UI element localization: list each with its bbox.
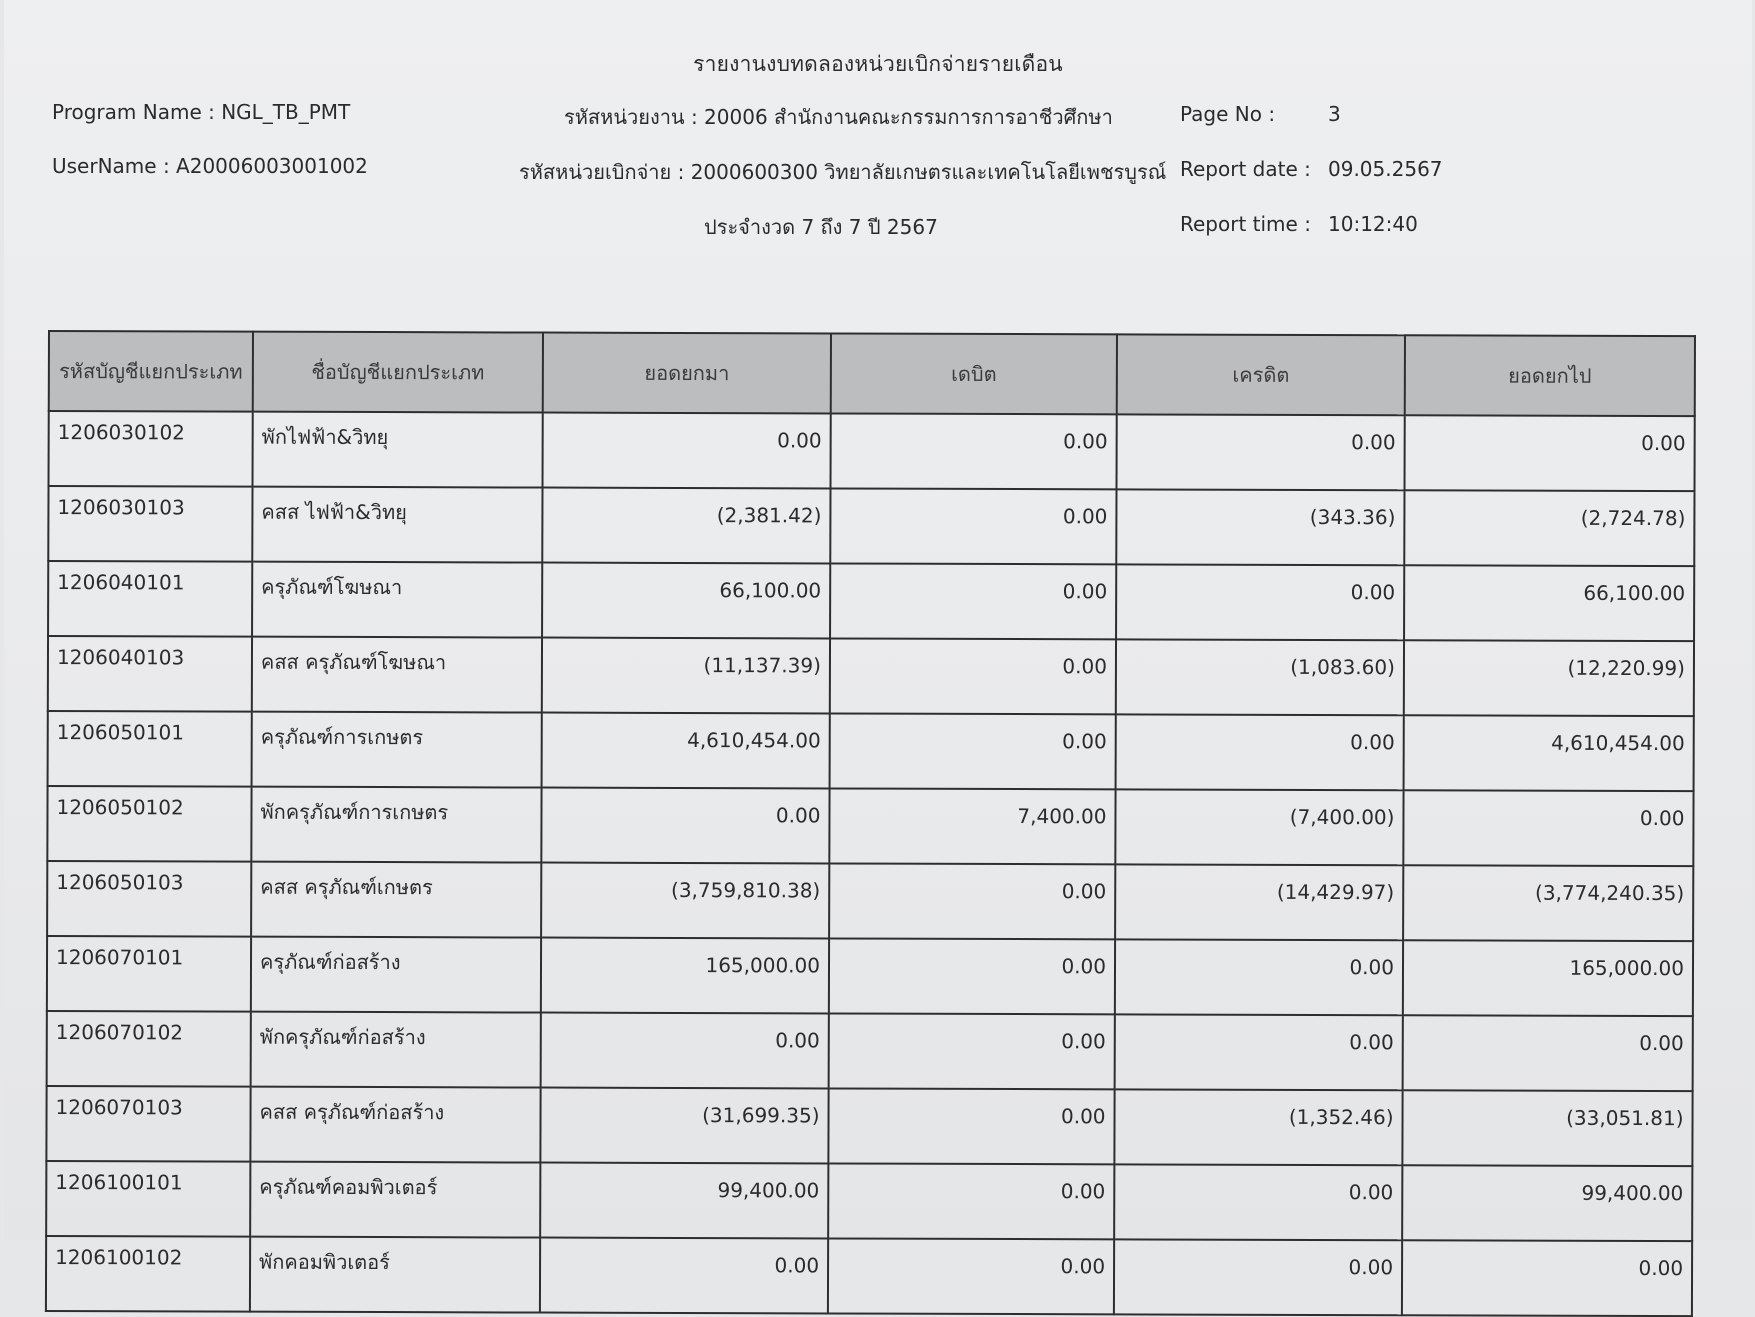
credit: (14,429.97): [1115, 864, 1403, 940]
table-row: [47, 861, 1693, 941]
debit: 0.00: [830, 638, 1116, 714]
trial-balance-table: [45, 330, 1696, 1317]
debit: 7,400.00: [829, 788, 1115, 864]
debit: 0.00: [830, 713, 1116, 789]
report-date-label: Report date :: [1180, 157, 1311, 181]
credit: (1,352.46): [1114, 1089, 1402, 1165]
table-row: [48, 561, 1694, 641]
account-name: คสส ไฟฟ้า&วิทยุ: [252, 487, 542, 563]
debit: 0.00: [831, 413, 1117, 489]
disbursing-unit: รหัสหน่วยเบิกจ่าย : 2000600300 วิทยาลัยเกษตรและเทคโนโลยีเพชรบูรณ์: [519, 160, 1167, 184]
brought-forward: (3,759,810.38): [541, 863, 829, 939]
debit: 0.00: [830, 563, 1116, 639]
account-code: 1206050103: [47, 861, 251, 937]
account-name: ครุภัณฑ์ก่อสร้าง: [251, 937, 541, 1013]
report-date: 09.05.2567: [1328, 157, 1443, 181]
debit: 0.00: [829, 938, 1115, 1014]
credit: 0.00: [1117, 414, 1405, 490]
table-row: [49, 411, 1695, 491]
table-row: [46, 1161, 1692, 1241]
account-name: พักไฟฟ้า&วิทยุ: [253, 412, 543, 488]
carried-forward: 0.00: [1402, 1240, 1692, 1316]
page-no-label: Page No :: [1180, 102, 1276, 126]
account-name: คสส ครุภัณฑ์ก่อสร้าง: [250, 1087, 540, 1163]
header-brought-forward: ยอดยกมา: [543, 333, 831, 414]
header-account-code: รหัสบัญชีแยกประเภท: [49, 331, 253, 412]
debit: 0.00: [829, 1013, 1115, 1089]
credit: (7,400.00): [1115, 789, 1403, 865]
account-name: พักคอมพิวเตอร์: [250, 1237, 540, 1313]
brought-forward: (2,381.42): [542, 488, 830, 564]
table-row: [46, 1236, 1692, 1316]
carried-forward: 0.00: [1403, 790, 1693, 866]
account-name: พักครุภัณฑ์ก่อสร้าง: [251, 1012, 541, 1088]
debit: 0.00: [830, 488, 1116, 564]
carried-forward: 66,100.00: [1404, 565, 1694, 641]
account-code: 1206040103: [48, 636, 252, 712]
account-name: พักครุภัณฑ์การเกษตร: [251, 787, 541, 863]
brought-forward: 0.00: [541, 788, 829, 864]
brought-forward: (31,699.35): [540, 1088, 828, 1164]
report-title: รายงานงบทดลองหน่วยเบิกจ่ายรายเดือน: [693, 52, 1063, 76]
page-no: 3: [1328, 102, 1341, 126]
account-code: 1206050101: [48, 711, 252, 787]
account-code: 1206070103: [46, 1086, 250, 1162]
carried-forward: (2,724.78): [1404, 490, 1694, 566]
brought-forward: 4,610,454.00: [542, 713, 830, 789]
report-period: ประจำงวด 7 ถึง 7 ปี 2567: [704, 215, 938, 239]
agency-code: รหัสหน่วยงาน : 20006 สำนักงานคณะกรรมการการอาชีวศึกษา: [564, 105, 1113, 129]
table-header-row: [49, 331, 1695, 416]
credit: 0.00: [1116, 564, 1404, 640]
report-time: 10:12:40: [1328, 212, 1418, 236]
account-name: ครุภัณฑ์คอมพิวเตอร์: [250, 1162, 540, 1238]
table-row: [48, 486, 1694, 566]
carried-forward: 4,610,454.00: [1404, 715, 1694, 791]
brought-forward: 0.00: [541, 1013, 829, 1089]
account-code: 1206040101: [48, 561, 252, 637]
account-code: 1206070102: [47, 1011, 251, 1087]
debit: 0.00: [828, 1163, 1114, 1239]
carried-forward: 99,400.00: [1402, 1165, 1692, 1241]
header-debit: เดบิต: [831, 333, 1117, 414]
brought-forward: 165,000.00: [541, 938, 829, 1014]
account-code: 1206030102: [49, 411, 253, 487]
user-name: UserName : A20006003001002: [52, 154, 368, 178]
account-code: 1206100102: [46, 1236, 250, 1312]
brought-forward: (11,137.39): [542, 638, 830, 714]
table-row: [48, 711, 1694, 791]
report-time-label: Report time :: [1180, 212, 1311, 236]
table-row: [48, 636, 1694, 716]
brought-forward: 66,100.00: [542, 563, 830, 639]
header-credit: เครดิต: [1117, 334, 1405, 415]
table-row: [47, 1011, 1693, 1091]
credit: (1,083.60): [1116, 639, 1404, 715]
account-code: 1206070101: [47, 936, 251, 1012]
header-carried-forward: ยอดยกไป: [1405, 335, 1695, 416]
account-code: 1206030103: [48, 486, 252, 562]
account-name: ครุภัณฑ์โฆษณา: [252, 562, 542, 638]
account-name: ครุภัณฑ์การเกษตร: [252, 712, 542, 788]
carried-forward: (12,220.99): [1404, 640, 1694, 716]
credit: (343.36): [1116, 489, 1404, 565]
table-row: [47, 936, 1693, 1016]
account-code: 1206050102: [47, 786, 251, 862]
carried-forward: (33,051.81): [1402, 1090, 1692, 1166]
brought-forward: 99,400.00: [540, 1163, 828, 1239]
debit: 0.00: [829, 863, 1115, 939]
credit: 0.00: [1114, 1164, 1402, 1240]
credit: 0.00: [1116, 714, 1404, 790]
debit: 0.00: [828, 1238, 1114, 1314]
brought-forward: 0.00: [540, 1238, 828, 1314]
credit: 0.00: [1115, 1014, 1403, 1090]
carried-forward: 0.00: [1405, 415, 1695, 491]
report-page: [4, 0, 1752, 1281]
credit: 0.00: [1115, 939, 1403, 1015]
header-account-name: ชื่อบัญชีแยกประเภท: [253, 332, 543, 413]
carried-forward: (3,774,240.35): [1403, 865, 1693, 941]
account-name: คสส ครุภัณฑ์โฆษณา: [252, 637, 542, 713]
carried-forward: 165,000.00: [1403, 940, 1693, 1016]
debit: 0.00: [828, 1088, 1114, 1164]
account-code: 1206100101: [46, 1161, 250, 1237]
carried-forward: 0.00: [1403, 1015, 1693, 1091]
program-name: Program Name : NGL_TB_PMT: [52, 100, 351, 124]
brought-forward: 0.00: [543, 413, 831, 489]
table-row: [47, 786, 1693, 866]
credit: 0.00: [1114, 1239, 1402, 1315]
table-row: [46, 1086, 1692, 1166]
account-name: คสส ครุภัณฑ์เกษตร: [251, 862, 541, 938]
